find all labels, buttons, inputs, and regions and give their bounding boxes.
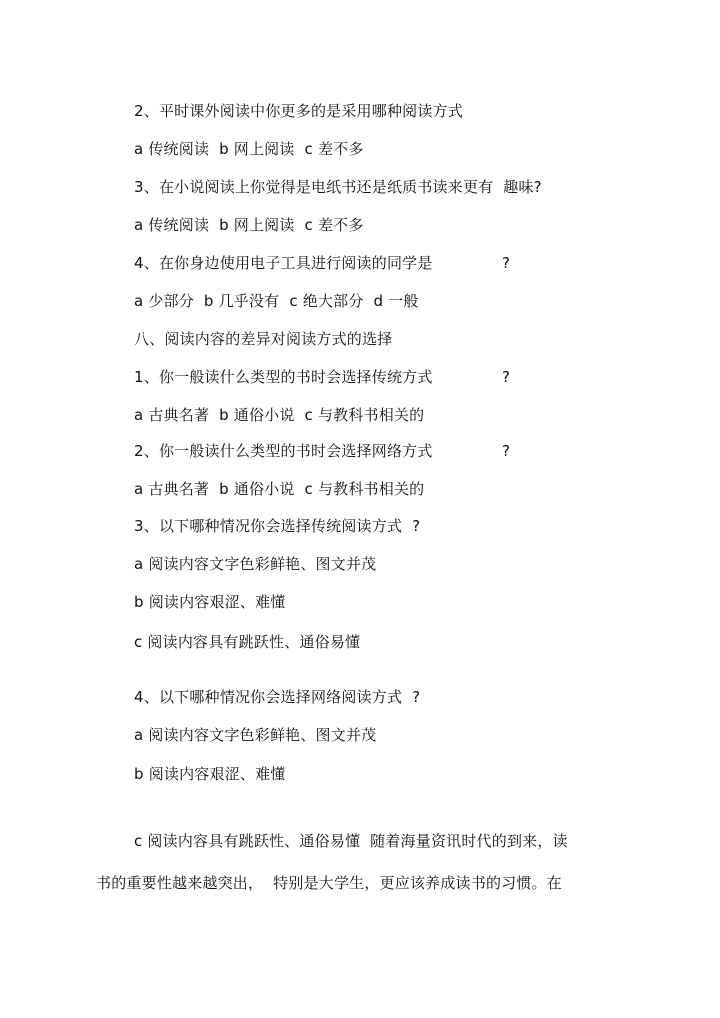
section-8-question-3-option-a: a 阅读内容文字色彩鲜艳、图文并茂: [134, 555, 377, 573]
section-8-question-3-text: 3、以下哪种情况你会选择传统阅读方式 ?: [134, 517, 421, 535]
section-8-question-3-option-b: b 阅读内容艰涩、难懂: [134, 593, 286, 611]
question-4-text: 4、在你身边使用电子工具进行阅读的同学是: [134, 254, 433, 272]
section-8-question-4-option-b: b 阅读内容艰涩、难懂: [134, 765, 286, 783]
paragraph-line-1: c 阅读内容具有跳跃性、通俗易懂 随着海量资讯时代的到来，读: [134, 832, 568, 850]
question-2-options: a 传统阅读 b 网上阅读 c 差不多: [134, 140, 364, 158]
question-2-text: 2、平时课外阅读中你更多的是采用哪种阅读方式: [134, 102, 463, 120]
question-3-options: a 传统阅读 b 网上阅读 c 差不多: [134, 216, 364, 234]
section-8-question-1-question-mark: ?: [502, 368, 511, 386]
paragraph-line-2: 书的重要性越来越突出， 特别是大学生，更应该养成读书的习惯。在: [96, 874, 562, 892]
section-8-question-1-options: a 古典名著 b 通俗小说 c 与教科书相关的: [134, 406, 425, 424]
section-8-question-1-text: 1、你一般读什么类型的书时会选择传统方式: [134, 368, 433, 386]
question-3-text: 3、在小说阅读上你觉得是电纸书还是纸质书读来更有 趣味?: [134, 178, 542, 196]
section-8-question-4-text: 4、以下哪种情况你会选择网络阅读方式 ?: [134, 688, 421, 706]
section-8-question-2-text: 2、你一般读什么类型的书时会选择网络方式: [134, 442, 433, 460]
section-8-question-2-question-mark: ?: [502, 442, 511, 460]
section-8-question-2-options: a 古典名著 b 通俗小说 c 与教科书相关的: [134, 480, 425, 498]
question-4-options: a 少部分 b 几乎没有 c 绝大部分 d 一般: [134, 292, 419, 310]
question-4-question-mark: ?: [502, 254, 511, 272]
section-8-heading: 八、阅读内容的差异对阅读方式的选择: [134, 330, 393, 348]
section-8-question-3-option-c: c 阅读内容具有跳跃性、通俗易懂: [134, 633, 361, 651]
section-8-question-4-option-a: a 阅读内容文字色彩鲜艳、图文并茂: [134, 726, 377, 744]
